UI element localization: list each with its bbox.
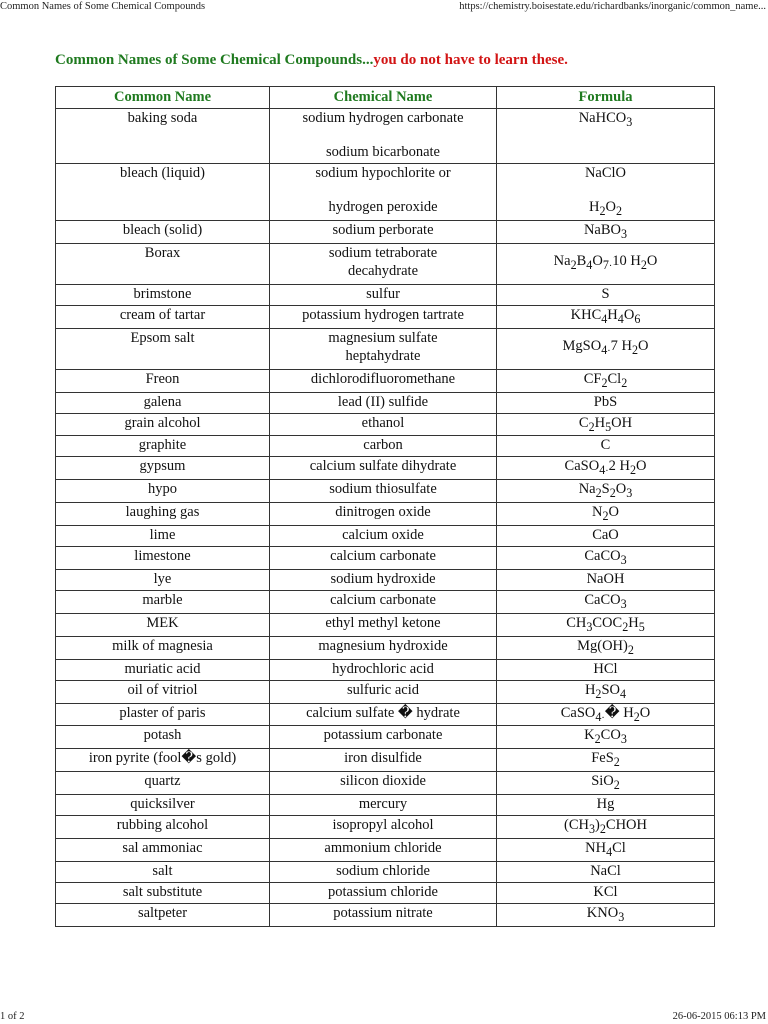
formula-subscript: 3 (620, 732, 627, 747)
common-name-cell: Epsom salt (56, 328, 270, 369)
common-name-cell: laughing gas (56, 503, 270, 526)
chemical-name-line: decahydrate (347, 262, 419, 279)
common-name-cell: bleach (liquid) (56, 164, 270, 221)
chemical-name-cell (270, 109, 497, 164)
table-row (56, 164, 715, 221)
formula-cell (497, 749, 715, 772)
page-title-header: Common Names of Some Chemical Compounds (0, 1, 206, 12)
formula-line: SiO$_2$ (591, 773, 620, 793)
chemical-name-line: dinitrogen oxide (335, 504, 431, 521)
formula-cell (497, 703, 715, 726)
chemical-name-cell (270, 882, 497, 903)
chemical-name-cell (270, 636, 497, 659)
formula-subscript: 3 (621, 226, 628, 241)
formula-cell (497, 613, 715, 636)
formula-line: HCl (593, 660, 618, 677)
chemical-name-cell (270, 861, 497, 882)
formula-subscript: 7 (602, 257, 609, 272)
chemical-name-cell (270, 795, 497, 816)
chemical-name-line: ethyl methyl ketone (325, 614, 441, 631)
formula-line: NaHCO$_3$ (578, 110, 633, 129)
formula-subscript: 2 (621, 375, 628, 390)
formula-cell (497, 220, 715, 243)
formula-subscript: 2 (640, 257, 647, 272)
formula-line: CaCO$_3$ (584, 592, 627, 611)
formula-line: FeS$_2$ (591, 750, 620, 770)
common-name-cell: gypsum (56, 457, 270, 480)
table-row (56, 243, 715, 284)
chemical-name-line: magnesium sulfate (328, 329, 438, 346)
table-row (56, 726, 715, 749)
formula-subscript: 2 (570, 257, 577, 272)
formula-dot: · (607, 345, 611, 357)
formula-subscript: 2 (633, 709, 640, 724)
chemical-name-line: sodium chloride (336, 862, 430, 879)
table-row (56, 591, 715, 614)
chemical-name-line: potassium carbonate (323, 727, 443, 744)
chemical-name-line: sodium thiosulfate (329, 481, 437, 498)
common-name-cell: Freon (56, 369, 270, 392)
formula-subscript: 2 (594, 732, 601, 747)
formula-line: NaCl (590, 862, 621, 879)
table-row (56, 772, 715, 795)
table-row (56, 882, 715, 903)
formula-subscript: 2 (613, 755, 620, 770)
formula-cell (497, 526, 715, 547)
chemical-name-cell (270, 457, 497, 480)
page-url: https://chemistry.boisestate.edu/richardbanks/inorganic/common_name... (459, 1, 766, 12)
table-body (56, 109, 715, 927)
chemical-name-line: ammonium chloride (324, 840, 442, 857)
formula-cell (497, 903, 715, 926)
chemical-name-line: potassium chloride (328, 883, 438, 900)
formula-subscript: 2 (615, 203, 623, 218)
common-name-cell: salt substitute (56, 882, 270, 903)
common-name-cell: lime (56, 526, 270, 547)
chemical-name-line: sodium hydroxide (330, 571, 436, 588)
table-row (56, 284, 715, 305)
common-name-cell: grain alcohol (56, 413, 270, 436)
formula-subscript: 2 (601, 375, 608, 390)
chemical-name-line: sodium perborate (332, 221, 434, 238)
formula-line: $H_2SO_4$ (584, 681, 627, 701)
table-row (56, 636, 715, 659)
table-row (56, 703, 715, 726)
formula-subscript: 3 (620, 596, 627, 611)
formula-line: CaCO$_3$ (584, 548, 627, 568)
formula-line: $H_2O_2$ (588, 199, 623, 218)
chemical-name-cell (270, 749, 497, 772)
chemical-name-line: silicon dioxide (340, 773, 426, 790)
formula-line: $KNO_3$ (586, 904, 625, 924)
line-gap (272, 182, 494, 198)
table-row (56, 457, 715, 480)
formula-subscript: 2 (629, 463, 636, 478)
formula-subscript: 2 (627, 642, 634, 657)
chemical-name-cell (270, 526, 497, 547)
formula-cell (497, 413, 715, 436)
common-name-cell: Borax (56, 243, 270, 284)
formula-subscript: 2 (599, 203, 606, 218)
formula-cell (497, 659, 715, 680)
chemical-name-line: isopropyl alcohol (332, 817, 434, 834)
common-name-cell: quicksilver (56, 795, 270, 816)
formula-subscript: 3 (618, 909, 625, 924)
formula-subscript: 4 (620, 686, 627, 701)
formula-subscript: 3 (620, 553, 627, 568)
chemical-name-line: hydrochloric acid (332, 660, 434, 677)
chemical-name-line: lead (II) sulfide (337, 393, 429, 410)
chemical-name-cell (270, 305, 497, 328)
formula-line: PbS (593, 393, 618, 410)
formula-cell (497, 503, 715, 526)
formula-subscript: 4 (595, 709, 602, 724)
table-row (56, 903, 715, 926)
chemical-name-line: calcium carbonate (330, 548, 436, 565)
common-name-cell: cream of tartar (56, 305, 270, 328)
print-footer (0, 1010, 768, 1024)
chemical-name-line: calcium oxide (342, 527, 424, 544)
chemical-name-cell (270, 164, 497, 221)
table-row (56, 680, 715, 703)
table-row (56, 109, 715, 164)
formula-cell (497, 547, 715, 570)
formula-line: $(CH_3)_2CHOH$ (563, 817, 647, 837)
chemical-name-cell (270, 243, 497, 284)
chemical-name-cell (270, 703, 497, 726)
compounds-table (55, 86, 715, 927)
common-name-cell: quartz (56, 772, 270, 795)
document-title (55, 52, 735, 69)
formula-subscript: 4 (601, 342, 608, 357)
table-row (56, 503, 715, 526)
formula-subscript: 2 (599, 822, 606, 837)
title-note: you do not have to learn these. (373, 52, 568, 68)
formula-line: Hg (596, 796, 615, 813)
common-name-cell: hypo (56, 480, 270, 503)
chemical-name-cell (270, 328, 497, 369)
formula-subscript: 3 (626, 114, 633, 129)
chemical-name-cell (270, 591, 497, 614)
common-name-cell: potash (56, 726, 270, 749)
formula-line: CaO (592, 527, 619, 544)
formula-dot: · (601, 712, 605, 724)
common-name-cell: brimstone (56, 284, 270, 305)
common-name-cell: saltpeter (56, 903, 270, 926)
formula-line: NaBO$_3$ (583, 221, 628, 241)
formula-subscript: 2 (622, 619, 629, 634)
chemical-name-cell (270, 839, 497, 862)
chemical-name-line: sodium tetraborate (328, 244, 438, 261)
formula-cell (497, 392, 715, 413)
formula-line: $N_2O$ (591, 504, 619, 524)
chemical-name-cell (270, 547, 497, 570)
chemical-name-cell (270, 570, 497, 591)
formula-subscript: 5 (638, 619, 645, 634)
chemical-name-line: iron disulfide (344, 750, 422, 767)
chemical-name-cell (270, 726, 497, 749)
line-gap (499, 182, 712, 198)
formula-subscript: 4 (586, 257, 593, 272)
chemical-name-line: mercury (358, 796, 408, 813)
formula-cell (497, 636, 715, 659)
formula-cell (497, 284, 715, 305)
title-main: Common Names of Some Chemical Compounds... (55, 52, 374, 68)
chemical-name-cell (270, 680, 497, 703)
chemical-name-line: sodium hydrogen carbonate (302, 110, 464, 126)
chemical-name-line: potassium nitrate (333, 904, 433, 921)
formula-cell (497, 570, 715, 591)
chemical-name-cell (270, 503, 497, 526)
formula-cell (497, 369, 715, 392)
table-row (56, 220, 715, 243)
chemical-name-line: sulfur (366, 285, 400, 302)
formula-subscript: 4 (606, 844, 613, 859)
formula-line: $Mg(OH)_2$ (577, 637, 634, 657)
formula-line: NaClO (584, 165, 627, 181)
formula-cell (497, 328, 715, 369)
table-row (56, 816, 715, 839)
chemical-name-line: hydrogen peroxide (328, 199, 438, 215)
chemical-name-line: calcium carbonate (330, 592, 436, 609)
common-name-cell: lye (56, 570, 270, 591)
table-row (56, 526, 715, 547)
chemical-name-line: heptahydrate (345, 347, 421, 364)
formula-cell (497, 726, 715, 749)
table-row (56, 305, 715, 328)
chemical-name-line: sodium bicarbonate (326, 144, 440, 160)
common-name-cell: baking soda (56, 109, 270, 164)
common-name-cell: graphite (56, 436, 270, 457)
chemical-name-line: sulfuric acid (346, 681, 420, 698)
chemical-name-cell (270, 220, 497, 243)
table-row (56, 570, 715, 591)
formula-cell (497, 457, 715, 480)
chemical-name-cell (270, 284, 497, 305)
formula-line: $Na_2S_2O_3$ (578, 481, 633, 501)
chemical-name-line: carbon (363, 437, 403, 454)
formula-line: CaSO$_{4\cdot}$2 $H_2O$ (564, 458, 647, 478)
table-row (56, 795, 715, 816)
table-row (56, 861, 715, 882)
formula-line: $NH_4Cl$ (585, 840, 626, 859)
common-name-cell: salt (56, 861, 270, 882)
formula-cell (497, 882, 715, 903)
formula-subscript: 2 (613, 778, 620, 793)
formula-subscript: 5 (605, 419, 612, 434)
formula-line: $CF_2Cl_2$ (583, 370, 628, 390)
common-name-cell: marble (56, 591, 270, 614)
formula-dot: · (605, 466, 609, 478)
formula-cell (497, 795, 715, 816)
table-row (56, 436, 715, 457)
chemical-name-line: calcium sulfate dihydrate (309, 458, 457, 475)
formula-line: $C_2H_5OH$ (578, 414, 633, 434)
formula-subscript: 2 (595, 686, 602, 701)
formula-subscript: 2 (602, 509, 609, 524)
header-common-name: Common Name (56, 87, 270, 109)
chemical-name-line: ethanol (361, 414, 405, 431)
chemical-name-line: calcium sulfate � hydrate (306, 704, 460, 721)
print-header (0, 0, 768, 16)
chemical-name-cell (270, 903, 497, 926)
formula-cell (497, 243, 715, 284)
common-name-cell: limestone (56, 547, 270, 570)
formula-subscript: 3 (588, 822, 596, 837)
chemical-name-line: sodium hypochlorite or (315, 165, 451, 181)
formula-line: $K_2CO_3$ (584, 727, 627, 747)
common-name-cell: MEK (56, 613, 270, 636)
formula-cell (497, 305, 715, 328)
formula-subscript: 2 (595, 486, 602, 501)
formula-line: S (601, 285, 610, 302)
formula-cell (497, 816, 715, 839)
formula-line: CaSO$_{4\cdot}$� $H_2O$ (560, 704, 651, 724)
chemical-name-cell (270, 772, 497, 795)
formula-line: MgSO$_{4\cdot}$7 $H_2O$ (562, 337, 649, 357)
header-chemical-name: Chemical Name (270, 87, 497, 109)
formula-line: $CH_3COC_2H_5$ (566, 614, 645, 634)
chemical-name-cell (270, 369, 497, 392)
table-row (56, 413, 715, 436)
common-name-cell: bleach (solid) (56, 220, 270, 243)
line-gap (272, 127, 494, 143)
formula-subscript: 4 (617, 311, 624, 326)
table-row (56, 369, 715, 392)
table-row (56, 839, 715, 862)
formula-cell (497, 772, 715, 795)
formula-line: $KHC_4H_4O_6$ (570, 306, 641, 326)
formula-subscript: 6 (634, 311, 641, 326)
print-timestamp: 26-06-2015 06:13 PM (672, 1011, 766, 1022)
chemical-name-cell (270, 392, 497, 413)
table-row (56, 547, 715, 570)
formula-subscript: 2 (609, 486, 616, 501)
chemical-name-line: magnesium hydroxide (318, 637, 448, 654)
chemical-name-cell (270, 436, 497, 457)
formula-cell (497, 109, 715, 164)
formula-line: $Na_2B_4O_{7\cdot}10$ $H_2O$ (553, 252, 658, 272)
page-number: 1 of 2 (0, 1011, 25, 1022)
formula-line: KCl (593, 883, 618, 900)
common-name-cell: rubbing alcohol (56, 816, 270, 839)
chemical-name-line: dichlorodifluoromethane (310, 370, 456, 387)
common-name-cell: plaster of paris (56, 703, 270, 726)
formula-line: NaOH (586, 571, 625, 588)
formula-cell (497, 861, 715, 882)
table-row (56, 613, 715, 636)
header-formula: Formula (497, 87, 715, 109)
formula-cell (497, 164, 715, 221)
table-row (56, 480, 715, 503)
formula-cell (497, 839, 715, 862)
chemical-name-cell (270, 613, 497, 636)
formula-subscript: 2 (631, 342, 638, 357)
table-row (56, 749, 715, 772)
chemical-name-cell (270, 413, 497, 436)
common-name-cell: iron pyrite (fool�s gold) (56, 749, 270, 772)
formula-cell (497, 436, 715, 457)
common-name-cell: muriatic acid (56, 659, 270, 680)
formula-subscript: 3 (586, 619, 593, 634)
chemical-name-cell (270, 816, 497, 839)
chemical-name-cell (270, 659, 497, 680)
formula-subscript: 4 (601, 311, 608, 326)
table-header-row (56, 87, 715, 109)
common-name-cell: milk of magnesia (56, 636, 270, 659)
chemical-name-cell (270, 480, 497, 503)
formula-cell (497, 680, 715, 703)
formula-cell (497, 591, 715, 614)
common-name-cell: galena (56, 392, 270, 413)
formula-dot: · (608, 260, 613, 272)
common-name-cell: sal ammoniac (56, 839, 270, 862)
table-row (56, 392, 715, 413)
formula-line: C (600, 437, 611, 454)
formula-cell (497, 480, 715, 503)
formula-subscript: 2 (588, 419, 595, 434)
formula-subscript: 3 (626, 486, 633, 501)
table-row (56, 328, 715, 369)
formula-subscript: 4 (599, 463, 606, 478)
common-name-cell: oil of vitriol (56, 680, 270, 703)
table-row (56, 659, 715, 680)
chemical-name-line: potassium hydrogen tartrate (302, 306, 464, 323)
